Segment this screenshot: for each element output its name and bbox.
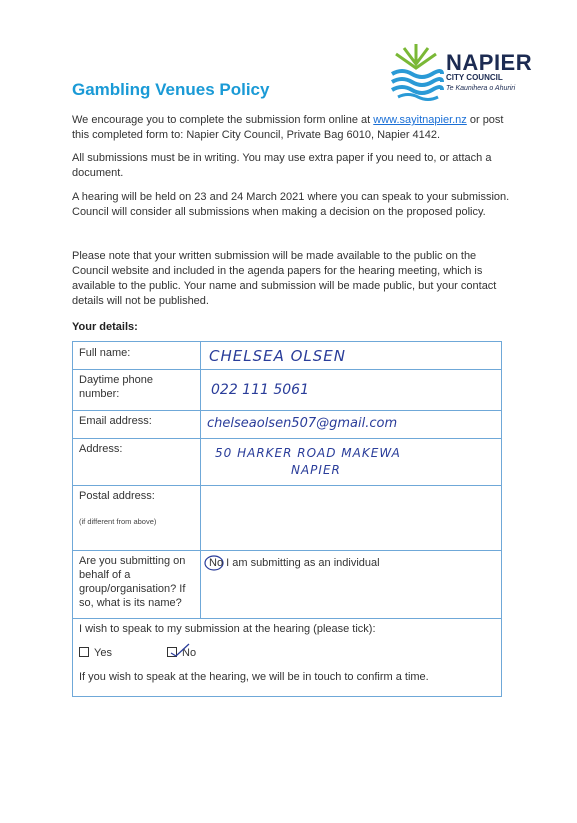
hearing-note: If you wish to speak at the hearing, we will be in touch to confirm a time.	[79, 671, 429, 683]
submission-form	[72, 341, 502, 697]
sayitnapier-link[interactable]: www.sayitnapier.nz	[373, 114, 467, 126]
logo-maori-name: Te Kaunihera o Ahuriri	[446, 85, 516, 92]
logo-subtitle: CITY COUNCIL	[446, 73, 503, 82]
phone-value: 022 111 5061	[211, 382, 309, 398]
address-field[interactable]	[201, 438, 501, 485]
full-name-label: Full name:	[73, 342, 201, 369]
address-label: Address:	[73, 438, 201, 485]
hearing-row	[73, 618, 501, 696]
council-emblem-icon	[388, 40, 444, 102]
yes-checkbox[interactable]	[79, 647, 112, 659]
intro-paragraph-4: Please note that your written submission will be made available to the public on the Council website and included in the agenda papers for the hearing meeting, which is available to the public. Your name and submission will be made public, but your contact details will not be published.	[72, 250, 497, 307]
no-checkbox[interactable]	[167, 647, 196, 659]
postal-label-cell	[73, 485, 201, 550]
full-name-field[interactable]	[201, 342, 501, 369]
postal-field[interactable]	[201, 485, 501, 550]
email-value: chelseaolsen507@gmail.com	[207, 416, 398, 431]
yes-label: Yes	[94, 647, 112, 659]
tick-mark-icon	[169, 643, 191, 657]
phone-row	[73, 369, 501, 411]
full-name-value: CHELSEA OLSEN	[209, 347, 346, 365]
email-field[interactable]	[201, 410, 501, 438]
organisation-field[interactable]	[201, 550, 501, 618]
address-row	[73, 438, 501, 486]
no-label: No	[182, 647, 197, 659]
napier-logo	[388, 40, 538, 102]
postal-label: Postal address:	[79, 490, 155, 502]
hearing-question: I wish to speak to my submission at the hearing (please tick):	[79, 623, 376, 635]
organisation-row	[73, 550, 501, 619]
intro-paragraph-3: A hearing will be held on 23 and 24 March 2021 where you can speak to your submission. Council will consider all submissions when making a decision on the proposed policy.	[72, 191, 510, 218]
intro-text-after-link: or post this completed form to: Napier City Council, Private Bag 6010, Napier 4142.	[72, 114, 504, 141]
postal-row	[73, 485, 501, 551]
email-label: Email address:	[73, 410, 201, 438]
phone-label: Daytime phone number:	[73, 369, 201, 410]
postal-note: (if different from above)	[79, 517, 157, 526]
address-line-1: 50 HARKER ROAD MAKEWA	[215, 446, 401, 460]
logo-name: NAPIER	[446, 50, 533, 75]
organisation-value: No I am submitting as an individual	[209, 557, 380, 569]
yes-box-icon	[79, 647, 89, 657]
intro-text-before-link: We encourage you to complete the submission form online at	[72, 114, 374, 126]
email-row	[73, 410, 501, 439]
phone-field[interactable]	[201, 369, 501, 410]
intro-paragraph-2: All submissions must be in writing. You may use extra paper if you need to, or attach a document.	[72, 152, 492, 179]
intro-paragraph-1	[72, 113, 512, 143]
details-heading: Your details:	[72, 321, 138, 333]
full-name-row	[73, 342, 501, 370]
page-title: Gambling Venues Policy	[72, 80, 270, 99]
organisation-label: Are you submitting on behalf of a group/organisation? If so, what is its name?	[73, 550, 201, 618]
address-line-2: NAPIER	[291, 463, 341, 477]
